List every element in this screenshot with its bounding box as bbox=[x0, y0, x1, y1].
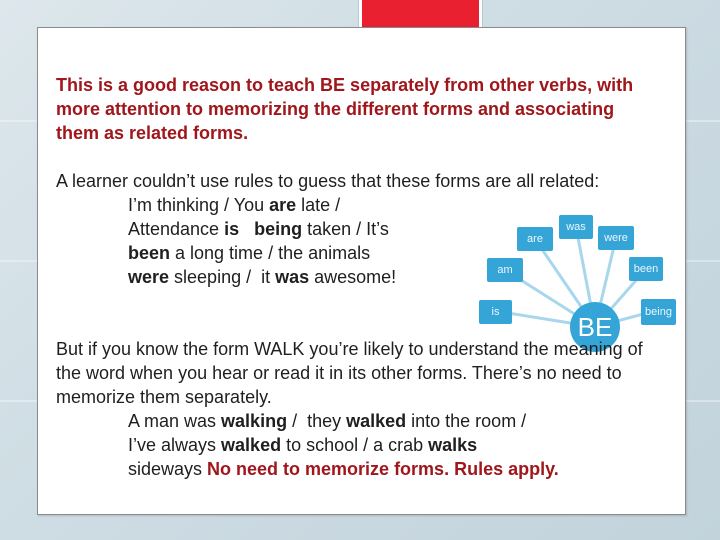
intro-paragraph: This is a good reason to teach BE separately from other verbs, with more attention to memorizing the different forms and associating them as related forms. bbox=[56, 75, 634, 143]
be-example-line-4: were sleeping / it was awesome! bbox=[128, 267, 397, 287]
be-form-was: was bbox=[275, 267, 310, 287]
walk-paragraph bbox=[56, 337, 656, 481]
walk-lead-text: But if you know the form WALK you’re likely to understand the meaning of the word when you hear or read it in its other forms. There’s no need to memorize them separately. bbox=[56, 339, 643, 407]
node-are: are bbox=[517, 227, 553, 251]
node-been: been bbox=[629, 257, 663, 281]
slide-panel bbox=[37, 27, 686, 515]
node-am: am bbox=[487, 258, 523, 282]
node-is: is bbox=[479, 300, 512, 324]
walk-form-walking: walking bbox=[221, 411, 288, 431]
node-was: was bbox=[559, 215, 593, 239]
be-hub-circle: BE bbox=[570, 302, 620, 352]
be-example-line-2: Attendance is being taken / It’s bbox=[128, 219, 389, 239]
walk-form-walked-2: walked bbox=[221, 435, 282, 455]
walk-example-line-1: A man was walking / they walked into the room / bbox=[128, 411, 527, 431]
be-form-is: is bbox=[224, 219, 240, 239]
walk-example-line-3: sideways No need to memorize forms. Rules apply. bbox=[128, 459, 559, 479]
be-example-line-1: I’m thinking / You are late / bbox=[128, 195, 341, 215]
walk-form-walked: walked bbox=[346, 411, 407, 431]
node-were: were bbox=[598, 226, 634, 250]
node-being: being bbox=[641, 299, 676, 325]
be-forms-diagram bbox=[478, 213, 688, 342]
walk-example-line-2: I’ve always walked to school / a crab walks bbox=[128, 435, 478, 455]
walk-form-walks: walks bbox=[428, 435, 478, 455]
be-lead-text: A learner couldn’t use rules to guess that these forms are all related: bbox=[56, 171, 600, 191]
be-form-been: been bbox=[128, 243, 171, 263]
be-form-are: are bbox=[269, 195, 297, 215]
be-form-were: were bbox=[128, 267, 170, 287]
rules-apply-conclusion: No need to memorize forms. Rules apply. bbox=[207, 459, 559, 479]
be-example-line-3: been a long time / the animals bbox=[128, 243, 371, 263]
be-form-being: being bbox=[254, 219, 303, 239]
